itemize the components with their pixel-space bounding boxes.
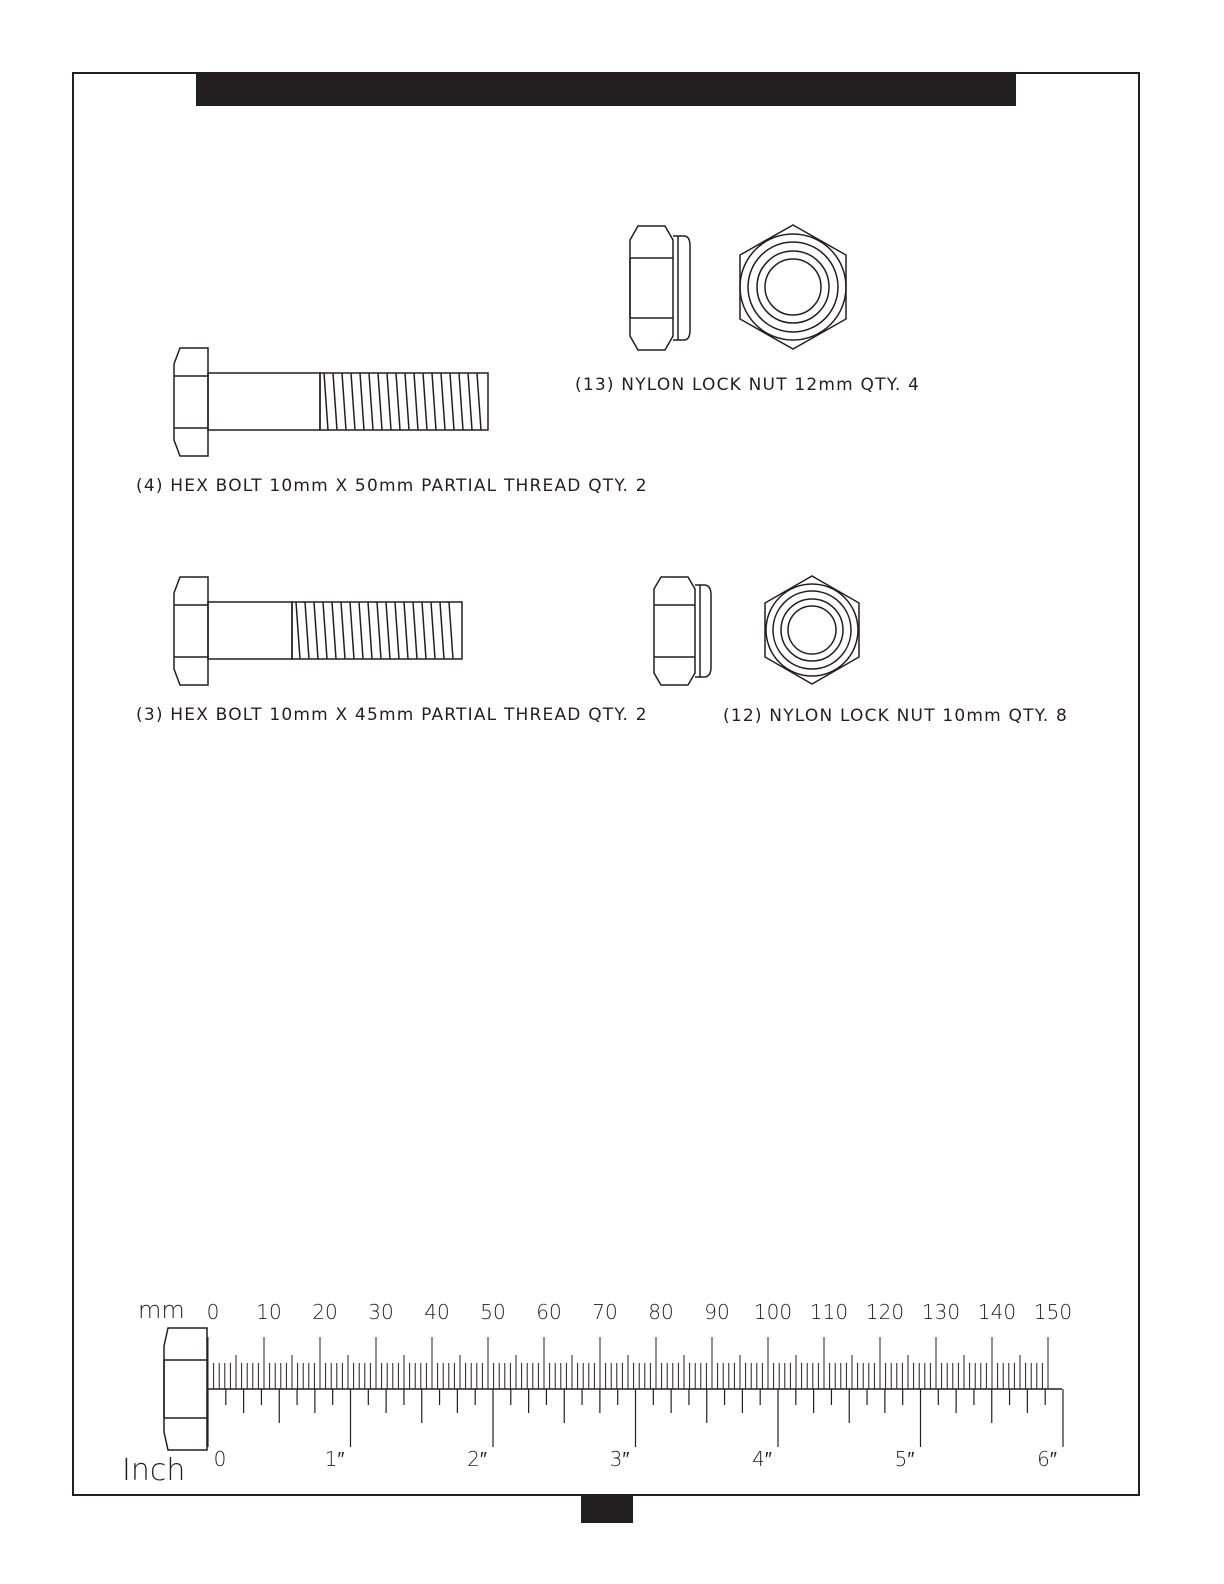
mm-label: 30	[368, 1300, 394, 1324]
inch-label: 3″	[609, 1447, 630, 1471]
mm-label: 130	[921, 1300, 961, 1324]
page-frame	[72, 72, 1140, 1496]
mm-label: 140	[977, 1300, 1017, 1324]
part-13-label: (13) NYLON LOCK NUT 12mm QTY. 4	[575, 375, 921, 395]
nylon-lock-nut-10mm-side-icon	[652, 575, 714, 687]
nylon-lock-nut-10mm-front-icon	[762, 574, 862, 686]
inch-label: 5″	[894, 1447, 915, 1471]
part-3-label: (3) HEX BOLT 10mm X 45mm PARTIAL THREAD QTY. 2	[136, 705, 648, 725]
mm-unit-label: mm	[138, 1296, 185, 1324]
hex-bolt-10x50-icon	[170, 346, 492, 458]
inch-label: 4″	[752, 1447, 772, 1471]
inch-labels	[214, 1447, 1057, 1471]
measuring-ruler	[110, 1290, 1120, 1490]
page-number-tab	[581, 1496, 633, 1523]
inch-label: 6″	[1037, 1447, 1057, 1471]
mm-label: 60	[536, 1300, 562, 1324]
nylon-lock-nut-12mm-front-icon	[736, 222, 850, 352]
mm-label: 20	[312, 1300, 338, 1324]
part-4-label: (4) HEX BOLT 10mm X 50mm PARTIAL THREAD QTY. 2	[136, 476, 648, 496]
hex-bolt-10x45-icon	[170, 575, 466, 687]
mm-label: 110	[809, 1300, 849, 1324]
thread-lines	[320, 373, 488, 430]
ruler-bolt-head-icon	[164, 1328, 207, 1450]
inch-scale	[208, 1389, 1063, 1447]
mm-label: 90	[704, 1300, 730, 1324]
mm-label: 120	[865, 1300, 905, 1324]
mm-scale	[208, 1337, 1048, 1389]
mm-label: 50	[480, 1300, 506, 1324]
mm-label: 40	[424, 1300, 450, 1324]
mm-label: 0	[206, 1300, 220, 1324]
mm-label: 80	[648, 1300, 674, 1324]
header-bar	[196, 73, 1016, 106]
part-12-label: (12) NYLON LOCK NUT 10mm QTY. 8	[723, 706, 1069, 726]
inch-label: 1″	[324, 1447, 345, 1471]
inch-label: 2″	[467, 1447, 487, 1471]
nylon-lock-nut-12mm-side-icon	[628, 224, 692, 352]
mm-labels	[207, 1300, 1072, 1324]
inch-label: 0	[213, 1447, 227, 1471]
mm-label: 150	[1033, 1300, 1073, 1324]
inch-unit-label: Inch	[122, 1453, 186, 1488]
mm-label: 70	[592, 1300, 618, 1324]
mm-label: 10	[256, 1300, 282, 1324]
mm-label: 100	[753, 1300, 793, 1324]
